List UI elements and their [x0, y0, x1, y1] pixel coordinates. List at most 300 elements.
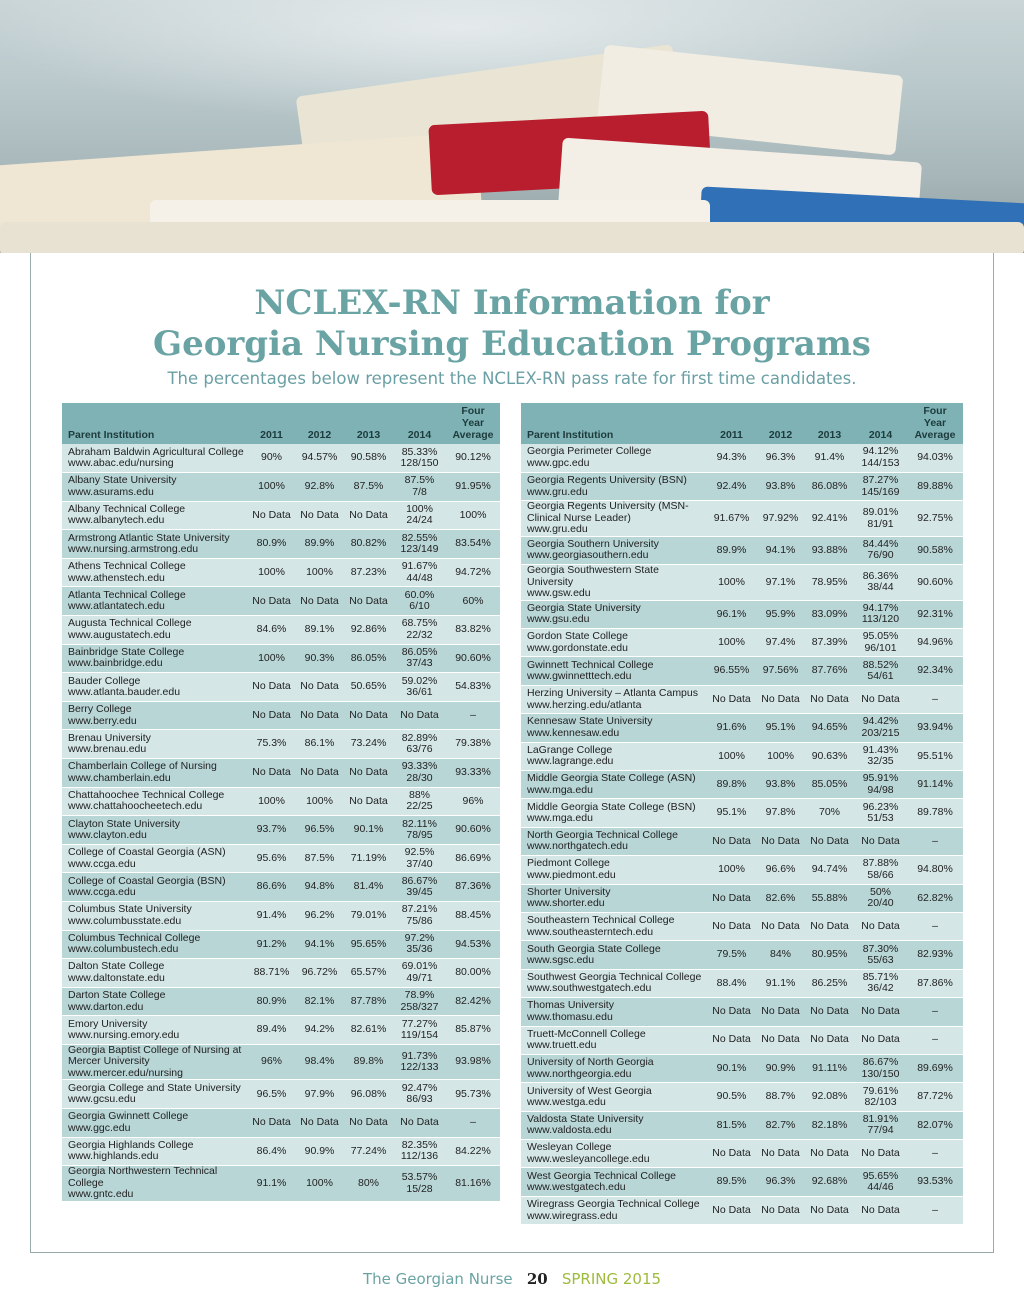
rate-2014-percent: 81.91% — [862, 1112, 899, 1125]
institution-name: Wiregrass Georgia Technical College — [527, 1198, 700, 1211]
institution-name: Albany State University — [68, 474, 177, 487]
rate-2012: No Data — [295, 701, 344, 730]
institution-url: www.westga.edu — [527, 1096, 606, 1108]
institution-cell — [62, 1016, 248, 1045]
rate-2014-percent: 91.43% — [862, 743, 899, 756]
rate-2014-percent: No Data — [861, 1203, 900, 1216]
rate-2012: 82.1% — [295, 987, 344, 1016]
rate-2011: 75.3% — [248, 730, 295, 759]
rate-2014-count: 145/169 — [861, 485, 900, 498]
institution-cell — [521, 565, 707, 601]
rate-2014-count: 22/25 — [406, 800, 433, 813]
four-year-average: – — [907, 912, 963, 940]
rate-2011: 95.6% — [248, 844, 295, 873]
col-2014: 2014 — [393, 403, 446, 444]
four-year-average: – — [907, 827, 963, 855]
rate-2011: 93.7% — [248, 816, 295, 845]
four-year-average: 93.33% — [446, 759, 500, 788]
rate-2014-percent: 88.52% — [862, 658, 899, 671]
rate-2011: 90% — [248, 444, 295, 473]
rate-2014-percent: 92.47% — [401, 1081, 438, 1094]
institution-cell — [521, 969, 707, 997]
table-row — [62, 787, 500, 816]
rate-2014-percent: 68.75% — [401, 617, 438, 630]
four-year-average: 83.54% — [446, 530, 500, 559]
rate-2014-percent: 53.57% — [401, 1171, 438, 1183]
four-year-average: 82.93% — [907, 941, 963, 969]
four-year-average: 92.75% — [907, 501, 963, 537]
rate-2012: 96.6% — [756, 856, 805, 884]
rate-2014 — [393, 816, 446, 845]
rate-2014 — [854, 799, 907, 827]
rate-2014-percent: 87.21% — [401, 903, 438, 916]
rate-2014-percent: 96.23% — [862, 800, 899, 813]
rate-2012: 97.56% — [756, 657, 805, 685]
institution-name: Darton State College — [68, 989, 166, 1002]
rate-2014-percent: 91.67% — [401, 560, 438, 573]
rate-2011: 100% — [707, 856, 756, 884]
table-row — [521, 1140, 963, 1168]
col-2014: 2014 — [854, 403, 907, 444]
rate-2012: 97.4% — [756, 629, 805, 657]
rate-2013: No Data — [344, 787, 393, 816]
rate-2013: No Data — [805, 1140, 854, 1168]
four-year-average: – — [907, 998, 963, 1026]
rate-2012: 94.8% — [295, 873, 344, 902]
rate-2014-percent: 86.67% — [401, 874, 438, 887]
institution-cell — [521, 1111, 707, 1139]
institution-url: www.gru.edu — [527, 485, 588, 498]
table-row — [62, 730, 500, 759]
rate-2013: 87.5% — [344, 473, 393, 502]
rate-2014-percent: 94.12% — [862, 445, 899, 458]
rate-2012: 89.9% — [295, 530, 344, 559]
rate-2011: 92.4% — [707, 472, 756, 500]
rate-2013: No Data — [805, 1026, 854, 1054]
rate-2012: 96.3% — [756, 444, 805, 472]
rate-2013: 82.61% — [344, 1016, 393, 1045]
rate-2013: 85.05% — [805, 771, 854, 799]
institution-url: www.wesleyancollege.edu — [527, 1152, 650, 1165]
institution-url: www.daltonstate.edu — [68, 971, 165, 984]
institution-url: www.athenstech.edu — [68, 571, 165, 584]
rate-2014 — [393, 844, 446, 873]
institution-cell — [62, 902, 248, 931]
rate-2014-count: 49/71 — [406, 971, 433, 984]
magazine-name: The Georgian Nurse — [362, 1270, 513, 1288]
rate-2014-count: 28/30 — [406, 771, 433, 784]
institution-name: Middle Georgia State College (ASN) — [527, 772, 696, 785]
rate-2013: No Data — [805, 912, 854, 940]
institution-name: Gordon State College — [527, 630, 628, 643]
institution-url: www.highlands.edu — [68, 1150, 159, 1163]
rate-2014-percent: 50% — [869, 885, 891, 898]
table-row — [62, 1109, 500, 1138]
four-year-average: 93.53% — [907, 1168, 963, 1196]
institution-cell — [521, 1196, 707, 1224]
rate-2013: No Data — [344, 587, 393, 616]
table-row — [521, 827, 963, 855]
rate-2013: 92.86% — [344, 616, 393, 645]
institution-cell — [62, 1109, 248, 1138]
four-year-average: 81.16% — [446, 1166, 500, 1202]
institution-name: Chattahoochee Technical College — [68, 788, 225, 801]
institution-url: www.gwinnetttech.edu — [527, 670, 632, 683]
rate-2014-count: 32/35 — [867, 755, 894, 768]
rate-2014-percent: 82.55% — [401, 531, 438, 544]
institution-cell — [62, 1044, 248, 1080]
institution-name: North Georgia Technical College — [527, 828, 678, 841]
four-year-average: 84.22% — [446, 1137, 500, 1166]
rate-2012: No Data — [756, 912, 805, 940]
four-year-average: 92.31% — [907, 600, 963, 628]
four-year-average: 91.95% — [446, 473, 500, 502]
institution-url: www.piedmont.edu — [527, 868, 616, 881]
four-year-average: 86.69% — [446, 844, 500, 873]
institution-url: www.herzing.edu/atlanta — [527, 698, 642, 711]
rate-2013: 91.11% — [805, 1054, 854, 1082]
rate-2014 — [854, 1140, 907, 1168]
rate-2012: 90.9% — [756, 1054, 805, 1082]
rate-2014-percent: 100% — [406, 502, 433, 515]
institution-name: Berry College — [68, 703, 132, 716]
rate-2014-percent: 86.36% — [862, 569, 899, 582]
rate-2014 — [854, 444, 907, 472]
table-row — [62, 1044, 500, 1080]
table-row — [62, 473, 500, 502]
rate-2011: 100% — [707, 742, 756, 770]
table-row — [521, 1026, 963, 1054]
table-row — [521, 1168, 963, 1196]
rate-2014 — [393, 930, 446, 959]
rate-2014 — [854, 969, 907, 997]
four-year-average: 87.86% — [907, 969, 963, 997]
rate-2014-count: 122/133 — [400, 1061, 439, 1074]
rate-2011: 86.6% — [248, 873, 295, 902]
rate-2014-percent: 78.9% — [404, 989, 435, 1002]
rate-2011: No Data — [248, 1109, 295, 1138]
rate-2013: No Data — [344, 759, 393, 788]
table-row — [62, 959, 500, 988]
institution-cell — [62, 530, 248, 559]
institution-name: Georgia Southwestern State University — [527, 564, 659, 588]
rate-2011: 94.3% — [707, 444, 756, 472]
rate-2014-percent: 94.42% — [862, 715, 899, 728]
rate-2014 — [393, 558, 446, 587]
institution-cell — [62, 644, 248, 673]
rate-2013: 65.57% — [344, 959, 393, 988]
institution-url: www.chattahoocheetech.edu — [68, 800, 203, 813]
rate-2014-percent: 87.27% — [862, 474, 899, 487]
rate-2014-percent: 85.33% — [401, 445, 438, 458]
rate-2011: No Data — [248, 673, 295, 702]
rate-2014-percent: 82.89% — [401, 731, 438, 744]
table-row — [521, 714, 963, 742]
institution-url: www.berry.edu — [68, 714, 137, 727]
table-row — [62, 587, 500, 616]
rate-2014-count: 75/86 — [406, 914, 433, 927]
institution-name: Georgia Perimeter College — [527, 445, 652, 458]
rate-2013: 87.23% — [344, 558, 393, 587]
institution-cell — [62, 844, 248, 873]
four-year-average: 80.00% — [446, 959, 500, 988]
institution-url: www.augustatech.edu — [68, 628, 171, 641]
rate-2013: 93.88% — [805, 536, 854, 564]
table-row — [521, 472, 963, 500]
four-year-average: – — [907, 1196, 963, 1224]
rate-2013: 79.01% — [344, 902, 393, 931]
rate-2012: 86.1% — [295, 730, 344, 759]
table-row — [62, 987, 500, 1016]
rate-2014-count: 96/101 — [864, 641, 897, 654]
rate-2014 — [854, 884, 907, 912]
institution-name: Emory University — [68, 1017, 148, 1030]
rate-2011: 88.4% — [707, 969, 756, 997]
page-title-line1: NCLEX-RN Information for — [254, 283, 770, 323]
four-year-average: 89.78% — [907, 799, 963, 827]
rate-2012: No Data — [756, 685, 805, 713]
col-2011: 2011 — [248, 403, 295, 444]
rate-2014-percent: 93.33% — [401, 760, 438, 773]
institution-url: www.albanytech.edu — [68, 514, 165, 527]
institution-cell — [521, 998, 707, 1026]
rate-2011: No Data — [707, 685, 756, 713]
institution-url: www.atlantatech.edu — [68, 600, 165, 613]
rate-2013: 89.8% — [344, 1044, 393, 1080]
institution-cell — [62, 873, 248, 902]
rate-2014 — [854, 501, 907, 537]
rate-2012: 100% — [295, 1166, 344, 1202]
table-row — [521, 1083, 963, 1111]
rate-2014-count: 113/120 — [861, 613, 900, 626]
institution-name: University of West Georgia — [527, 1084, 652, 1097]
rate-2011: 95.1% — [707, 799, 756, 827]
institution-name: Truett-McConnell College — [527, 1027, 646, 1040]
rate-2014 — [393, 1044, 446, 1080]
institution-cell — [62, 816, 248, 845]
rate-2011: 86.4% — [248, 1137, 295, 1166]
institution-name: College of Coastal Georgia (ASN) — [68, 846, 226, 859]
rate-2014 — [393, 1109, 446, 1138]
rate-2012: 88.7% — [756, 1083, 805, 1111]
rate-2014-count: 119/154 — [400, 1029, 439, 1042]
table-row — [521, 1111, 963, 1139]
institution-cell — [521, 856, 707, 884]
institution-url: www.gru.edu — [527, 523, 588, 536]
rate-2011: No Data — [707, 827, 756, 855]
rate-2012: 97.9% — [295, 1080, 344, 1109]
rate-2014-count: 44/48 — [406, 571, 433, 584]
rate-2011: No Data — [707, 912, 756, 940]
table-row — [521, 742, 963, 770]
rate-2011: 84.6% — [248, 616, 295, 645]
four-year-average: – — [446, 701, 500, 730]
rate-2014-count: 55/63 — [867, 954, 894, 967]
institution-name: Augusta Technical College — [68, 617, 192, 630]
rate-2014 — [393, 673, 446, 702]
rate-2014-percent: 97.2% — [404, 931, 435, 944]
rate-2014-count: 81/91 — [867, 517, 894, 530]
rate-2012: 95.1% — [756, 714, 805, 742]
institution-cell — [521, 884, 707, 912]
institution-url: www.westgatech.edu — [527, 1181, 626, 1194]
col-institution: Parent Institution — [521, 403, 707, 444]
col-avg-line3: Average — [914, 429, 956, 441]
rate-2014-count: 112/136 — [400, 1150, 439, 1163]
rate-2012: 95.9% — [756, 600, 805, 628]
rate-2012: No Data — [295, 501, 344, 530]
institution-url: www.northgatech.edu — [527, 840, 628, 853]
institution-url: www.abac.edu/nursing — [68, 457, 174, 470]
rate-2012: 89.1% — [295, 616, 344, 645]
rate-2012: No Data — [756, 1196, 805, 1224]
rate-2014-percent: No Data — [861, 1033, 900, 1046]
institution-name: Kennesaw State University — [527, 715, 653, 728]
rate-2014 — [393, 1016, 446, 1045]
col-2012: 2012 — [295, 403, 344, 444]
four-year-average: – — [907, 1026, 963, 1054]
col-2011: 2011 — [707, 403, 756, 444]
rate-2013: 90.1% — [344, 816, 393, 845]
four-year-average: 82.42% — [446, 987, 500, 1016]
table-row — [62, 673, 500, 702]
institution-cell — [521, 1026, 707, 1054]
rate-2014-percent: No Data — [861, 692, 900, 705]
page-footer — [0, 1270, 1024, 1288]
institution-url: www.gpc.edu — [527, 456, 590, 469]
rate-2014 — [854, 998, 907, 1026]
institution-name: Valdosta State University — [527, 1112, 644, 1125]
institution-url: www.atlanta.bauder.edu — [68, 686, 181, 699]
four-year-average: 90.60% — [446, 816, 500, 845]
rate-2011: 100% — [248, 787, 295, 816]
rate-2014-count: 78/95 — [406, 829, 433, 842]
institution-cell — [62, 959, 248, 988]
rate-2012: 100% — [295, 558, 344, 587]
rate-2014-count: 44/46 — [867, 1181, 894, 1194]
four-year-average: 87.36% — [446, 873, 500, 902]
institution-url: www.southwestgatech.edu — [527, 982, 652, 995]
table-body-right — [521, 444, 963, 1225]
institution-name: College of Coastal Georgia (BSN) — [68, 874, 226, 887]
institution-name: Athens Technical College — [68, 560, 186, 573]
institution-url: www.asurams.edu — [68, 485, 154, 498]
table-row — [521, 1196, 963, 1224]
four-year-average: 83.82% — [446, 616, 500, 645]
institution-url: www.ccga.edu — [68, 886, 136, 899]
rate-2014 — [854, 600, 907, 628]
rate-2012: 90.9% — [295, 1137, 344, 1166]
rate-2014-percent: 69.01% — [401, 960, 438, 973]
rate-2014-percent: 87.30% — [862, 942, 899, 955]
page-title-line2: Georgia Nursing Education Programs — [153, 324, 871, 364]
rate-2014 — [393, 1166, 446, 1202]
rate-2014-percent: 84.44% — [862, 537, 899, 550]
institution-name: LaGrange College — [527, 743, 613, 756]
rate-2014-percent: 95.91% — [862, 772, 899, 785]
rate-2014 — [393, 701, 446, 730]
rate-2014 — [854, 657, 907, 685]
institution-cell — [62, 587, 248, 616]
rate-2012: No Data — [756, 827, 805, 855]
table-row — [521, 771, 963, 799]
rate-2013: 77.24% — [344, 1137, 393, 1166]
rate-2011: No Data — [707, 884, 756, 912]
rate-2012: 94.2% — [295, 1016, 344, 1045]
rate-2014 — [854, 1026, 907, 1054]
rate-2013: 70% — [805, 799, 854, 827]
rate-2012: 82.6% — [756, 884, 805, 912]
rate-2014-count: 54/61 — [867, 670, 894, 683]
rate-2013: 83.09% — [805, 600, 854, 628]
rate-2014 — [854, 472, 907, 500]
institution-name: Southeastern Technical College — [527, 914, 675, 927]
table-row — [521, 600, 963, 628]
rate-2014-percent: 82.35% — [401, 1138, 438, 1151]
table-header-row — [521, 403, 963, 444]
institution-name: South Georgia State College — [527, 942, 661, 955]
institution-cell — [521, 1083, 707, 1111]
rate-2013: 80% — [344, 1166, 393, 1202]
four-year-average: 91.14% — [907, 771, 963, 799]
rate-2011: 96.5% — [248, 1080, 295, 1109]
institution-cell — [62, 673, 248, 702]
table-row — [62, 902, 500, 931]
table-row — [521, 501, 963, 537]
rate-2011: 96% — [248, 1044, 295, 1080]
institution-name: Georgia State University — [527, 601, 641, 614]
rate-2014-percent: No Data — [861, 919, 900, 932]
four-year-average: 89.88% — [907, 472, 963, 500]
rate-2012: 98.4% — [295, 1044, 344, 1080]
rate-2011: 100% — [707, 565, 756, 601]
rate-2013: 71.19% — [344, 844, 393, 873]
rate-2011: 91.1% — [248, 1166, 295, 1202]
table-row — [521, 565, 963, 601]
rate-2014-percent: 59.02% — [401, 674, 438, 687]
rate-2014 — [393, 873, 446, 902]
rate-2014-count: 77/94 — [867, 1124, 894, 1137]
rate-2014-count: 123/149 — [400, 543, 439, 556]
institution-url: www.shorter.edu — [527, 897, 605, 910]
rate-2014-count: 39/45 — [406, 886, 433, 899]
col-2012: 2012 — [756, 403, 805, 444]
institution-cell — [521, 714, 707, 742]
four-year-average: 82.07% — [907, 1111, 963, 1139]
rate-2014-count: 144/153 — [861, 456, 900, 469]
institution-url: www.thomasu.edu — [527, 1010, 613, 1023]
rate-2014 — [393, 902, 446, 931]
rate-2013: 92.41% — [805, 501, 854, 537]
rate-2012: 93.8% — [756, 771, 805, 799]
rate-2012: 94.1% — [295, 930, 344, 959]
institution-cell — [521, 1140, 707, 1168]
table-row — [62, 873, 500, 902]
institution-cell — [62, 730, 248, 759]
rate-2013: No Data — [805, 1196, 854, 1224]
rate-2014-percent: 87.5% — [404, 474, 435, 487]
institution-url: www.truett.edu — [527, 1039, 597, 1052]
page-number: 20 — [526, 1270, 548, 1288]
institution-name: Thomas University — [527, 999, 614, 1012]
four-year-average: – — [446, 1109, 500, 1138]
rate-2014 — [854, 714, 907, 742]
four-year-average: 90.12% — [446, 444, 500, 473]
four-year-average: 79.38% — [446, 730, 500, 759]
rate-2012: 97.1% — [756, 565, 805, 601]
four-year-average: 94.96% — [907, 629, 963, 657]
institution-name: University of North Georgia — [527, 1056, 654, 1069]
